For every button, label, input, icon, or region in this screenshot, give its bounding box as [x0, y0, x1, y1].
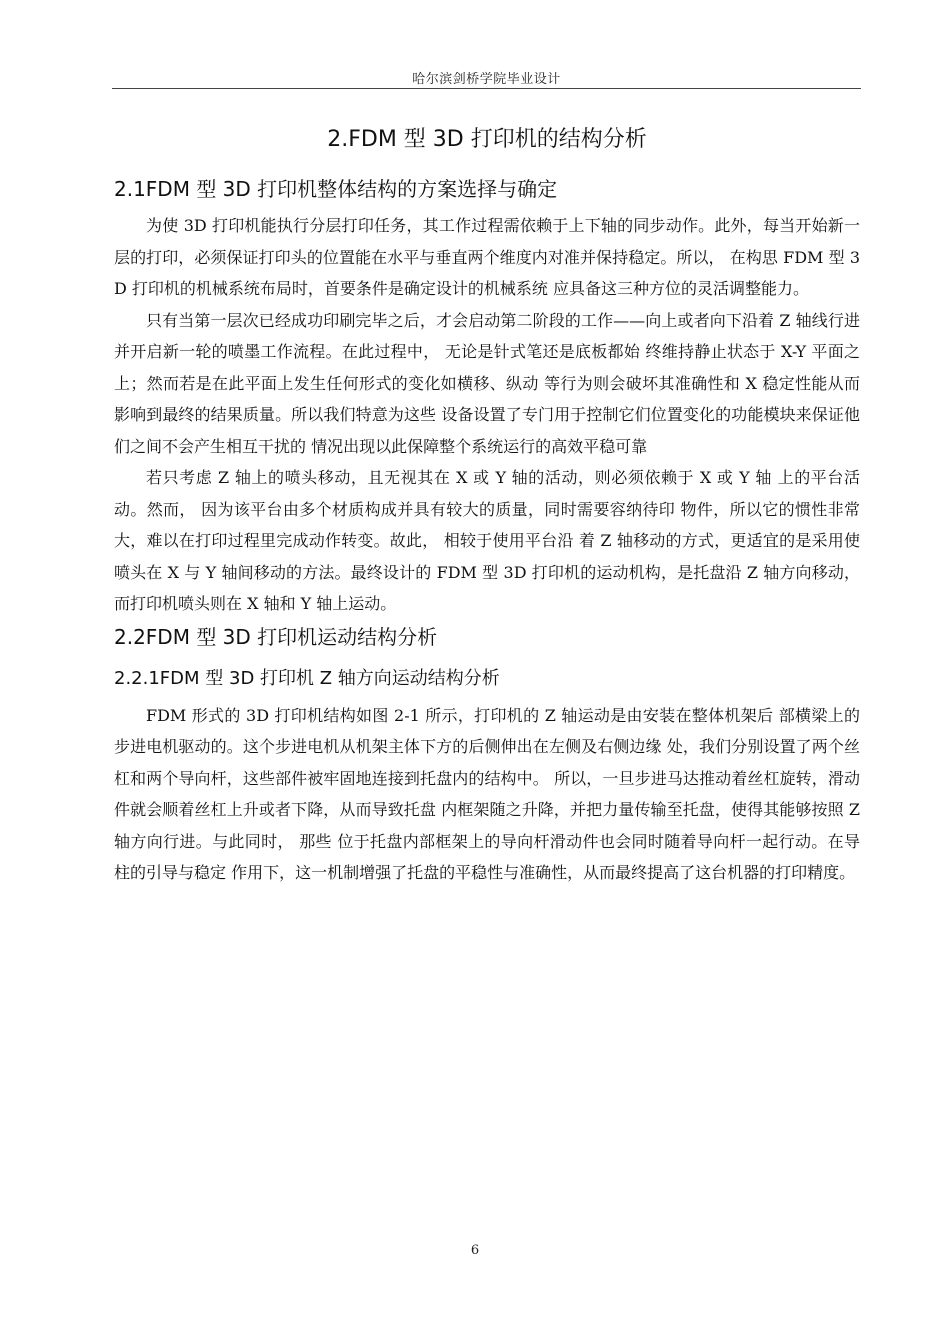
running-header: 哈尔滨剑桥学院毕业设计: [412, 72, 561, 87]
page-content: [114, 122, 860, 889]
paragraph: FDM 形式的 3D 打印机结构如图 2-1 所示，打印机的 Z 轴运动是由安装在整体机架后 部横梁上的步进电机驱动的。这个步进电机从机架主体下方的后侧伸出在左侧及右侧边缘 处，我们分别设置了两个丝杠和两个导向杆，这些部件被牢固地连接到托盘内的结构中。 所以，一旦步进马达推动着丝杠旋转，滑动件就会顺着丝杠上升或者下降，从而导致托盘 内框架随之升降，并把力量传输至托盘，使得其能够按照 Z 轴方向行进。与此同时， 那些 位于托盘内部框架上的导向杆滑动件也会同时随着导向杆一起行动。在导柱的引导与稳定 作用下，这一机制增强了托盘的平稳性与准确性，从而最终提高了这台机器的打印精度。: [114, 705, 860, 882]
section-title-2-2: 2.2FDM 型 3D 打印机运动结构分析: [114, 624, 438, 649]
paragraph: 只有当第一层次已经成功印刷完毕之后，才会启动第二阶段的工作——向上或者向下沿着 Z 轴线行进并开启新一轮的喷墨工作流程。在此过程中， 无论是针式笔还是底板都始 终维持静止状态于 X-Y 平面之上；然而若是在此平面上发生任何形式的变化如横移、纵动 等行为则会破坏其准确性和 X 稳定性能从而影响到最终的结果质量。所以我们特意为这些 设备设置了专门用于控制它们位置变化的功能模块来保证他们之间不会产生相互干扰的 情况出现以此保障整个系统运行的高效平稳可靠: [114, 310, 860, 456]
chapter-title: 2.FDM 型 3D 打印机的结构分析: [327, 127, 647, 152]
paragraph: 为使 3D 打印机能执行分层打印任务，其工作过程需依赖于上下轴的同步动作。此外，每当开始新一层的打印，必须保证打印头的位置能在水平与垂直两个维度内对准并保持稳定。所以， 在构思 FDM 型 3D 打印机的机械系统布局时，首要条件是确定设计的机械系统 应具备这三种方位的灵活调整能力。: [114, 216, 860, 298]
section-title-2-1: 2.1FDM 型 3D 打印机整体结构的方案选择与确定: [114, 177, 558, 201]
header-divider: [112, 88, 861, 89]
paragraph: 若只考虑 Z 轴上的喷头移动，且无视其在 X 或 Y 轴的活动，则必须依赖于 X 或 Y 轴 上的平台活动。然而， 因为该平台由多个材质构成并具有较大的质量，同时需要容纳待印 物件，所以它的惯性非常大，难以在打印过程里完成动作转变。故此， 相较于使用平台沿 着 Z 轴移动的方式，更适宜的是采用使喷头在 X 与 Y 轴间移动的方法。最终设计的 FDM 型 3D 打印机的运动机构，是托盘沿 Z 轴方向移动，而打印机喷头则在 X 轴和 Y 轴上运动。: [114, 468, 860, 613]
page-number: 6: [470, 1243, 480, 1258]
subsection-title-2-2-1: 2.2.1FDM 型 3D 打印机 Z 轴方向运动结构分析: [114, 667, 500, 689]
